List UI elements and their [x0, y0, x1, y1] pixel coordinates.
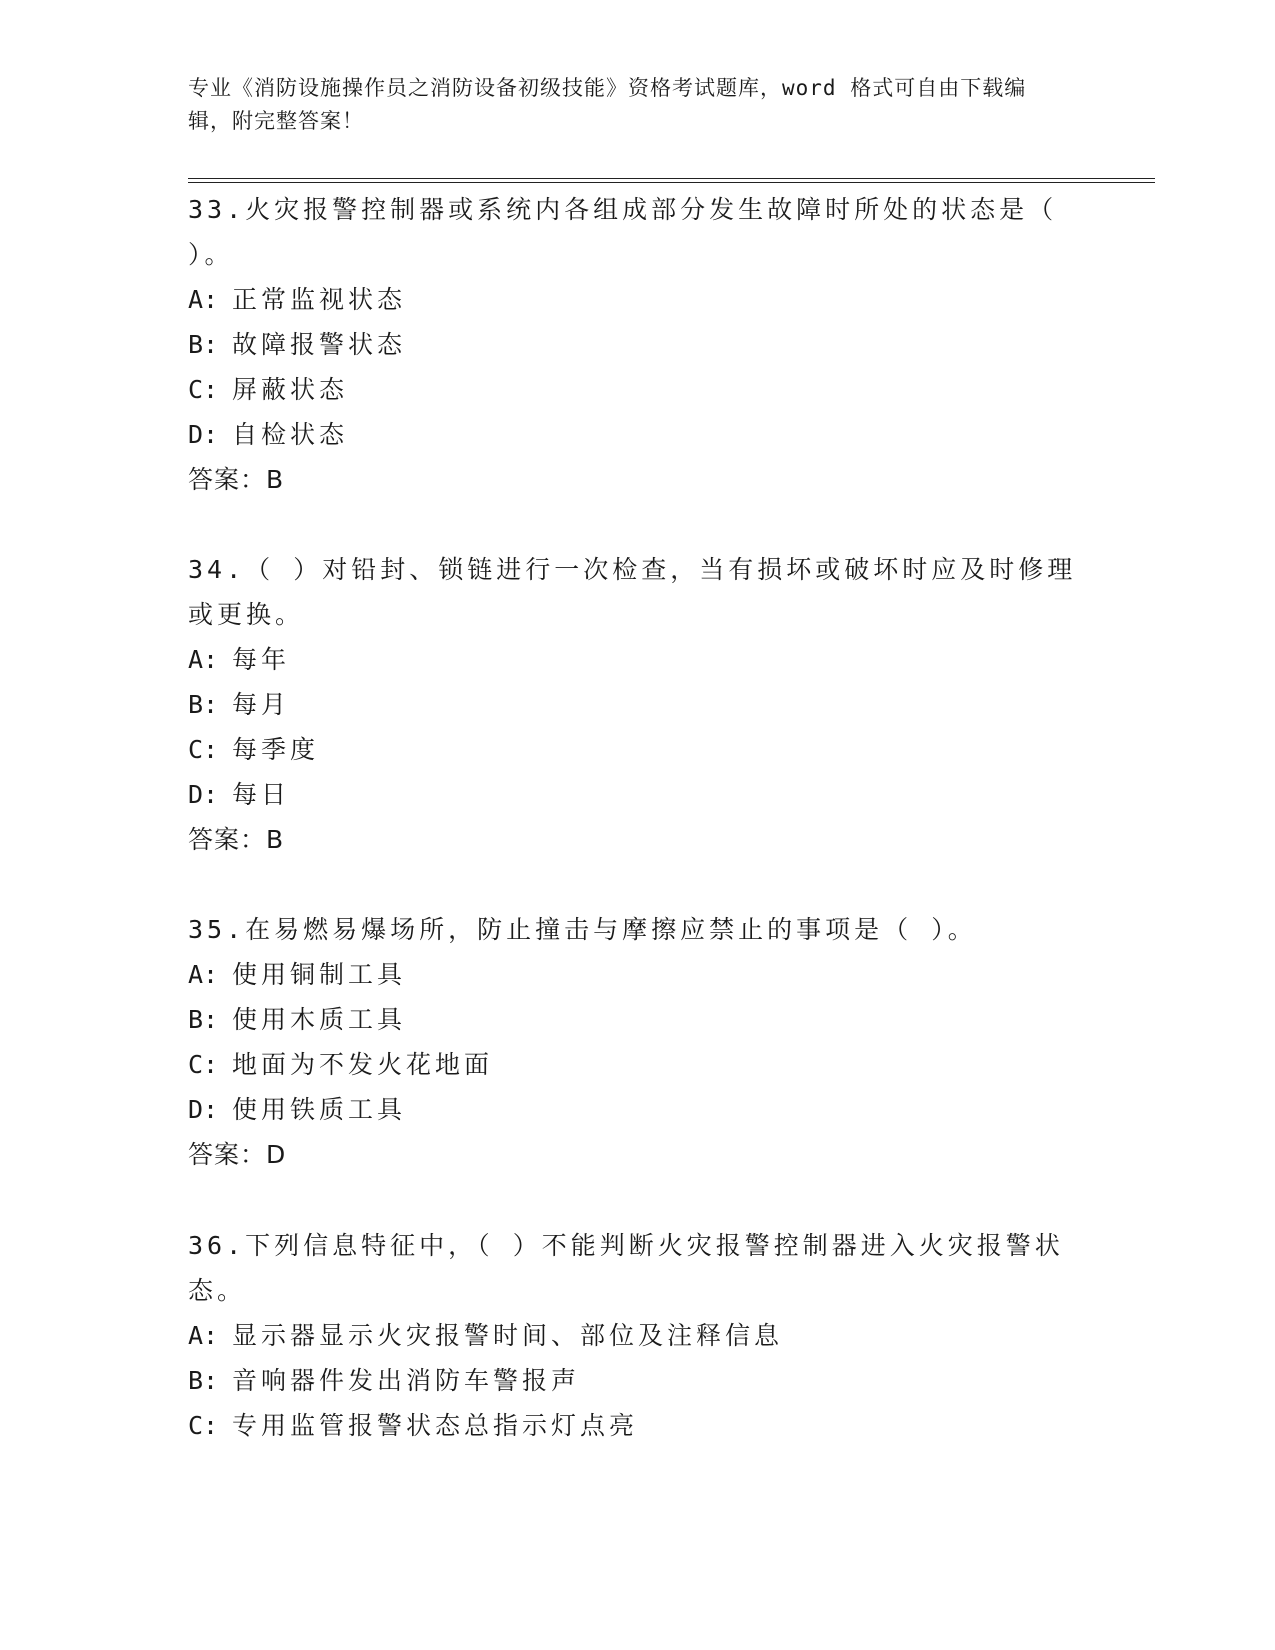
question-34 [188, 547, 1088, 862]
question-stem: 34.（ ）对铅封、锁链进行一次检查，当有损坏或破坏时应及时修理或更换。 [188, 555, 1077, 629]
option-key: B: [188, 330, 219, 359]
question-36 [188, 1223, 1088, 1448]
option-key: D: [188, 1095, 219, 1124]
option-text: 每月 [232, 690, 291, 719]
option-a [188, 277, 1088, 322]
answer-line: 答案：B [188, 465, 285, 494]
option-text: 自检状态 [232, 420, 349, 449]
option-text: 正常监视状态 [232, 285, 407, 314]
option-d [188, 1087, 1088, 1132]
option-key: C: [188, 1411, 219, 1440]
option-key: B: [188, 1005, 219, 1034]
option-c [188, 1403, 1088, 1448]
option-b [188, 322, 1088, 367]
option-text: 使用铜制工具 [232, 960, 407, 989]
header-divider-bottom [188, 182, 1155, 183]
option-key: D: [188, 780, 219, 809]
option-text: 屏蔽状态 [232, 375, 349, 404]
option-key: C: [188, 1050, 219, 1079]
option-key: D: [188, 420, 219, 449]
question-stem: 36.下列信息特征中，（ ）不能判断火灾报警控制器进入火灾报警状态。 [188, 1231, 1064, 1305]
option-key: C: [188, 735, 219, 764]
header-divider-top [188, 178, 1155, 179]
option-key: A: [188, 960, 219, 989]
option-text: 使用铁质工具 [232, 1095, 407, 1124]
option-a [188, 1313, 1088, 1358]
option-c [188, 1042, 1088, 1087]
question-stem: 33.火灾报警控制器或系统内各组成部分发生故障时所处的状态是（ ）。 [188, 195, 1058, 269]
option-text: 显示器显示火灾报警时间、部位及注释信息 [232, 1321, 784, 1350]
option-a [188, 637, 1088, 682]
option-c [188, 367, 1088, 412]
option-key: A: [188, 285, 219, 314]
option-text: 使用木质工具 [232, 1005, 407, 1034]
option-text: 音响器件发出消防车警报声 [232, 1366, 581, 1395]
option-a [188, 952, 1088, 997]
option-b [188, 682, 1088, 727]
option-text: 专用监管报警状态总指示灯点亮 [232, 1411, 639, 1440]
question-35 [188, 907, 1088, 1177]
option-key: B: [188, 690, 219, 719]
option-b [188, 997, 1088, 1042]
option-key: C: [188, 375, 219, 404]
option-c [188, 727, 1088, 772]
option-text: 故障报警状态 [232, 330, 407, 359]
question-33 [188, 187, 1088, 502]
answer-line: 答案：B [188, 825, 285, 854]
answer-line: 答案：D [188, 1140, 287, 1169]
option-d [188, 772, 1088, 817]
option-key: A: [188, 1321, 219, 1350]
option-b [188, 1358, 1088, 1403]
option-text: 每年 [232, 645, 291, 674]
option-text: 每日 [232, 780, 291, 809]
option-d [188, 412, 1088, 457]
document-header: 专业《消防设施操作员之消防设备初级技能》资格考试题库，word 格式可自由下载编辑，附完整答案！ [188, 76, 1027, 133]
option-key: A: [188, 645, 219, 674]
option-text: 地面为不发火花地面 [232, 1050, 494, 1079]
question-stem: 35.在易燃易爆场所，防止撞击与摩擦应禁止的事项是（ ）。 [188, 915, 977, 944]
option-key: B: [188, 1366, 219, 1395]
option-text: 每季度 [232, 735, 320, 764]
